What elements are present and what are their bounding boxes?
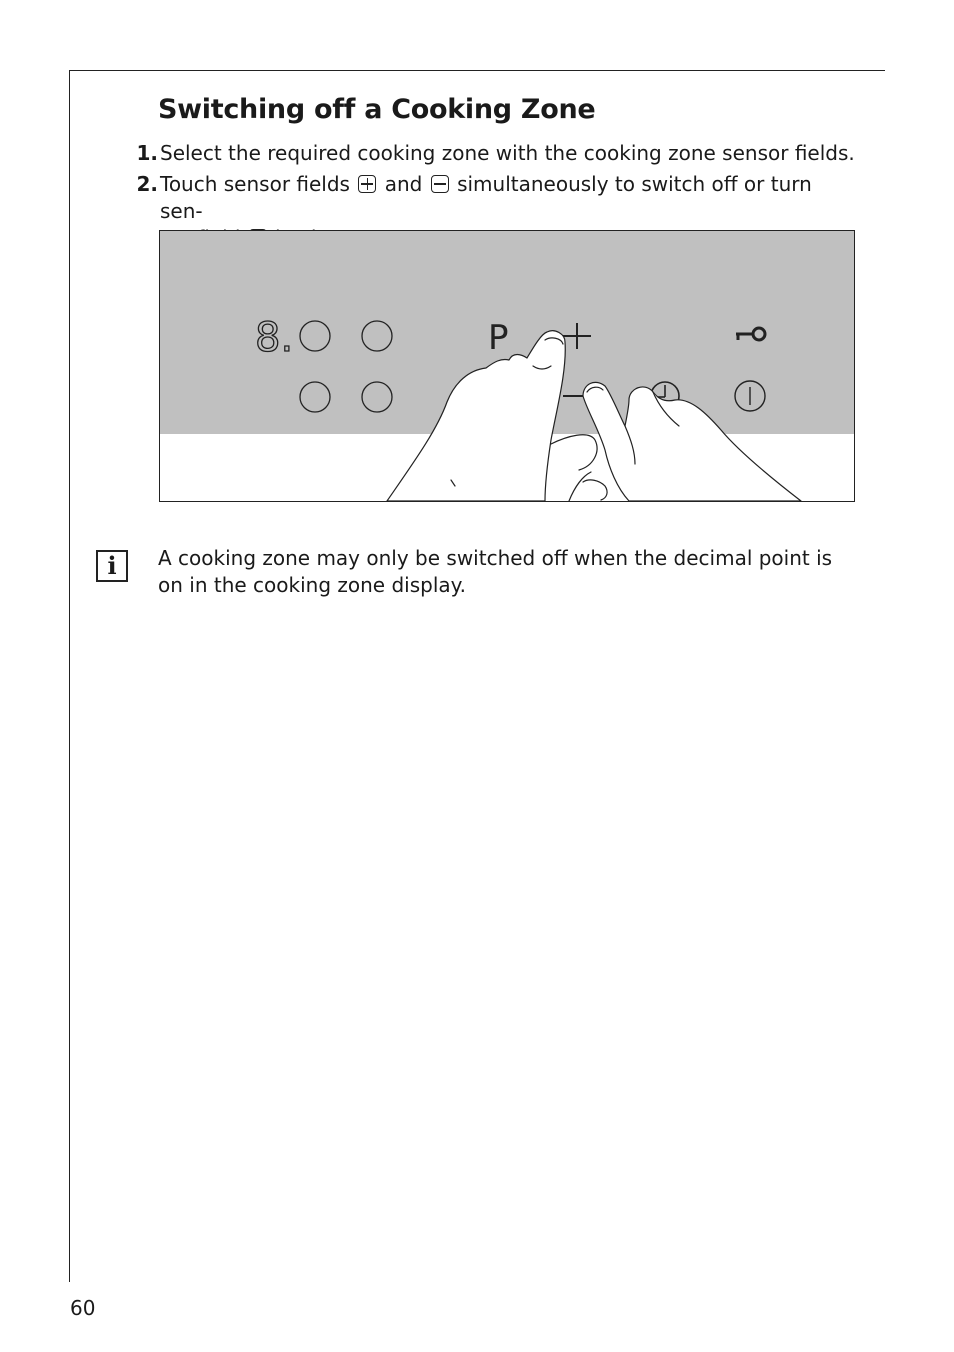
plus-sensor-icon (358, 175, 376, 193)
info-note: A cooking zone may only be switched off when the decimal point is on in the cooking zone display. (158, 546, 833, 597)
step-1 (118, 140, 860, 167)
step-text-part: simultaneously to switch off or turn sen- (160, 172, 812, 223)
page-number: 60 (70, 1296, 96, 1320)
minus-sensor-icon (431, 175, 449, 193)
zone-display-digit: 8. (255, 315, 294, 361)
program-label: P (488, 318, 509, 358)
top-rule (69, 70, 885, 71)
step-number: 1. (136, 141, 158, 165)
step-text-part: and (384, 172, 423, 196)
step-text-part: Touch sensor fields (160, 172, 350, 196)
info-icon (96, 550, 128, 582)
control-panel-illustration (159, 230, 855, 502)
step-text: Select the required cooking zone with the cooking zone sensor fields. (160, 141, 855, 165)
step-number: 2. (136, 172, 158, 196)
section-heading: Switching off a Cooking Zone (158, 94, 596, 125)
info-icon-glyph: i (107, 551, 117, 580)
left-rule (69, 70, 70, 1282)
